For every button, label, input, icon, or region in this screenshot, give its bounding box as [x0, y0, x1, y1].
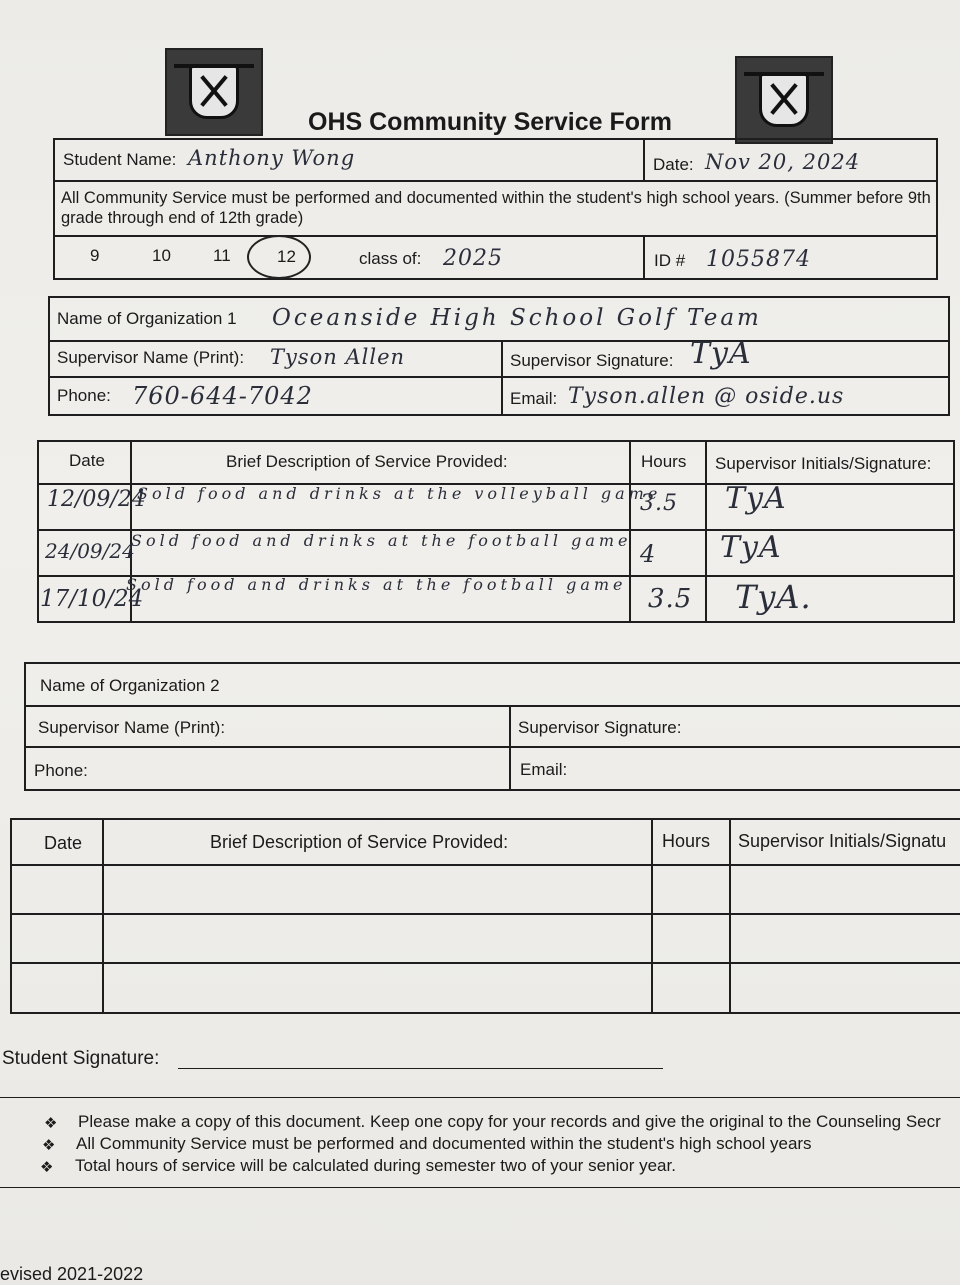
log1-row1-description[interactable]: Sold food and drinks at the volleyball game [137, 484, 662, 503]
org1-supervisor-value[interactable]: Tyson Allen [270, 345, 406, 369]
org2-signature-label: Supervisor Signature: [518, 718, 682, 737]
student-signature-line[interactable] [178, 1068, 663, 1069]
school-logo-right [735, 56, 833, 144]
log2-header-initials: Supervisor Initials/Signatu [738, 831, 947, 851]
date-value[interactable]: Nov 20, 2024 [705, 150, 861, 174]
log2-header-hours: Hours [662, 831, 711, 851]
grade-12[interactable]: 12 [277, 247, 296, 266]
class-of-label: class of: [359, 249, 422, 268]
footer-note-1: Please make a copy of this document. Keep one copy for your records and give the original to the Counseling Secr [78, 1112, 941, 1131]
diamond-bullet-icon: ❖ [40, 1159, 54, 1176]
org2-name-label: Name of Organization 2 [40, 676, 220, 695]
log1-row2-hours[interactable]: 4 [640, 540, 657, 568]
log1-row3-date[interactable]: 17/10/24 [40, 586, 144, 612]
school-logo-left [165, 48, 263, 136]
revised-label: evised 2021-2022 [0, 1264, 144, 1284]
log1-row1-hours[interactable]: 3.5 [640, 491, 678, 516]
log1-row1-date[interactable]: 12/09/24 [47, 487, 146, 512]
log1-header-initials: Supervisor Initials/Signature: [715, 454, 932, 473]
org1-email-label: Email: [510, 389, 558, 408]
org1-name-value[interactable]: Oceanside High School Golf Team [272, 305, 762, 331]
id-value[interactable]: 1055874 [706, 247, 811, 272]
org1-phone-value[interactable]: 760-644-7042 [132, 382, 313, 410]
form-title: OHS Community Service Form [308, 108, 672, 136]
org2-supervisor-label: Supervisor Name (Print): [38, 718, 226, 737]
grade-10[interactable]: 10 [152, 246, 171, 265]
org1-signature-label: Supervisor Signature: [510, 351, 674, 370]
student-name-value[interactable]: Anthony Wong [188, 146, 356, 170]
org1-signature-value[interactable]: TyA [690, 336, 752, 371]
class-year-value[interactable]: 2025 [443, 246, 503, 271]
grade-11[interactable]: 11 [213, 246, 231, 265]
shield-icon [189, 65, 239, 119]
log1-row2-description[interactable]: Sold food and drinks at the football game [131, 531, 632, 550]
date-label: Date: [653, 155, 694, 174]
shield-icon [759, 73, 809, 127]
log1-row2-initials[interactable]: TyA [720, 530, 782, 565]
diamond-bullet-icon: ❖ [42, 1137, 56, 1154]
grade-12-circle-mark [247, 235, 311, 279]
footer-note-3: Total hours of service will be calculated during semester two of your senior year. [75, 1156, 676, 1175]
log2-row3-cell[interactable] [104, 964, 649, 1012]
grade-9[interactable]: 9 [90, 246, 100, 265]
org2-email-label: Email: [520, 760, 568, 779]
diamond-bullet-icon: ❖ [44, 1115, 58, 1132]
org1-supervisor-label: Supervisor Name (Print): [57, 348, 245, 367]
log1-row2-date[interactable]: 24/09/24 [45, 539, 135, 563]
log2-row1-cell[interactable] [104, 866, 649, 911]
log1-row3-initials[interactable]: TyA. [735, 578, 812, 616]
footer-note-2: All Community Service must be performed and documented within the student's high school years [76, 1134, 812, 1153]
org2-phone-label: Phone: [34, 761, 88, 780]
log2-header-date: Date [44, 833, 83, 853]
log1-row3-hours[interactable]: 3.5 [648, 584, 693, 614]
log2-header-description: Brief Description of Service Provided: [210, 832, 509, 852]
org1-email-value[interactable]: Tyson.allen @ oside.us [568, 384, 845, 409]
log2-row2-cell[interactable] [104, 915, 649, 960]
student-name-label: Student Name: [63, 150, 177, 169]
log1-row1-initials[interactable]: TyA [725, 481, 787, 516]
log1-header-date: Date [69, 451, 105, 470]
log1-header-hours: Hours [641, 452, 687, 471]
student-signature-label: Student Signature: [2, 1048, 160, 1069]
org1-phone-label: Phone: [57, 386, 111, 405]
org1-name-label: Name of Organization 1 [57, 309, 237, 328]
id-label: ID # [654, 251, 686, 270]
log1-row3-description[interactable]: Sold food and drinks at the football game [126, 575, 627, 594]
log1-header-description: Brief Description of Service Provided: [226, 452, 508, 471]
eligibility-notice: All Community Service must be performed and documented within the student's high school years. (Summer before 9th grade through end of 12th grade) [61, 189, 931, 227]
